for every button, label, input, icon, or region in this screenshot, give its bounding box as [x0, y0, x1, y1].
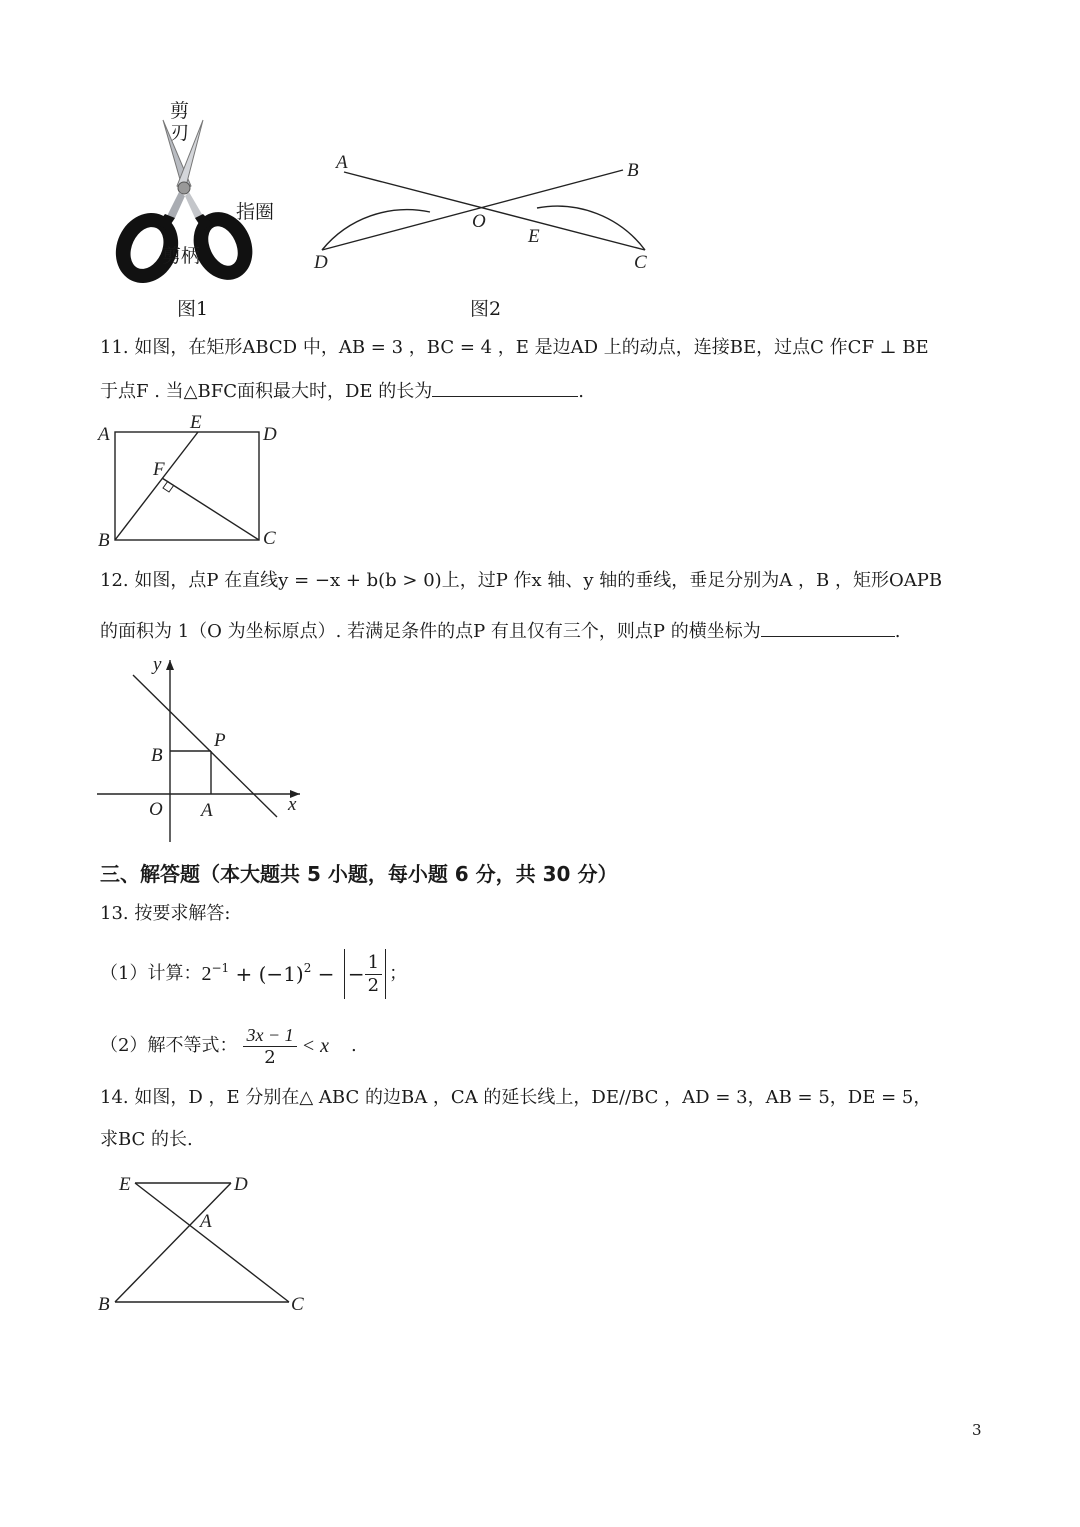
q11-line2-text: 于点F . 当△BFC面积最大时，DE 的长为	[100, 381, 433, 402]
q11-figure	[95, 410, 295, 550]
q14-segment-dab	[115, 1183, 231, 1302]
q11-line-be	[115, 432, 198, 540]
section3-heading: 三、解答题（本大题共 5 小题，每小题 6 分，共 30 分）	[100, 862, 618, 886]
q11-point-f: F	[153, 459, 165, 480]
q13-part1-numerator: 1	[365, 952, 382, 975]
q12-figure	[95, 650, 315, 845]
q14-line2: 求BC 的长.	[100, 1129, 193, 1150]
q12-line2-text: 的面积为 1（O 为坐标原点）. 若满足条件的点P 有且仅有三个，则点P 的横坐标为	[100, 621, 761, 642]
page-number: 3	[972, 1421, 982, 1439]
q13-part2-fraction	[243, 1024, 296, 1069]
q12-label-x: x	[288, 794, 297, 815]
q13-part1-exp-a: −1	[211, 961, 230, 975]
q13-part1-base: 2	[201, 963, 212, 985]
q12-point-b: B	[151, 745, 163, 766]
q14-segment-eac	[135, 1183, 289, 1302]
q11-rectangle	[115, 432, 259, 540]
q13-part2-denominator: 2	[264, 1046, 276, 1068]
q12-point-a: A	[201, 800, 213, 821]
q11-answer-blank[interactable]	[432, 378, 578, 397]
q11-point-d: D	[263, 424, 277, 445]
q14-point-b: B	[98, 1294, 110, 1315]
fig1-label-ring: 指圈	[236, 201, 275, 223]
q14-point-c: C	[291, 1294, 304, 1315]
q12-answer-blank[interactable]	[761, 618, 895, 637]
q13-part1-inner-minus: −	[347, 962, 365, 986]
q11-point-b: B	[98, 530, 110, 551]
q13-part2	[100, 1018, 357, 1074]
fig2-point-b: B	[627, 160, 639, 181]
q13-part2-rest: < x	[296, 1035, 329, 1057]
q13-part1-term-b: + (−1)	[229, 962, 304, 986]
fig2-point-d: D	[314, 252, 328, 273]
fig2-point-c: C	[634, 252, 647, 273]
q12-point-o: O	[149, 799, 163, 820]
q13-part1-fraction	[365, 952, 382, 997]
fig2-caption: 图2	[470, 298, 502, 320]
q12-label-y: y	[153, 654, 162, 675]
q13-intro: 13. 按要求解答:	[100, 903, 231, 924]
fig2-arc-right	[537, 206, 645, 250]
q14-point-e: E	[119, 1174, 131, 1195]
q11-point-c: C	[263, 528, 276, 549]
q11-line1: 11. 如图，在矩形ABCD 中，AB = 3 ，BC = 4 ，E 是边AD 上的动点，连接BE，过点C 作CF ⊥ BE	[100, 337, 929, 358]
fig2-point-a: A	[336, 152, 348, 173]
q13-part1-denominator: 2	[367, 974, 380, 996]
q13-part1-label: （1）计算：	[100, 963, 202, 984]
fig1-label-handle: 剪柄	[162, 245, 201, 267]
fig2-point-e: E	[528, 226, 540, 247]
q13-part1-end: ；	[389, 963, 408, 984]
q14-point-d: D	[234, 1174, 248, 1195]
q13-part1-exp-b: 2	[303, 961, 312, 975]
fig2-line-db	[322, 170, 623, 250]
fig2-point-o: O	[472, 211, 486, 232]
q13-part2-end: .	[350, 1035, 357, 1056]
q11-point-a: A	[98, 424, 110, 445]
q12-line2	[100, 618, 901, 644]
q14-point-a: A	[200, 1211, 212, 1232]
q12-line1: 12. 如图，点P 在直线y = −x + b(b > 0)上，过P 作x 轴、y 轴的垂线，垂足分别为A ，B ，矩形OAPB	[100, 570, 943, 591]
q13-part1-minus: −	[311, 962, 341, 986]
fig2-arc-left	[322, 210, 430, 250]
q13-abs-left-bar	[344, 949, 345, 999]
q12-y-arrow	[166, 660, 174, 670]
fig1-caption: 图1	[177, 298, 209, 320]
q12-end: .	[894, 621, 901, 642]
q13-abs-right-bar	[385, 949, 386, 999]
q11-line-cf	[162, 478, 259, 540]
q13-part2-label: （2）解不等式：	[100, 1035, 238, 1056]
q14-line1: 14. 如图，D ，E 分别在△ ABC 的边BA ，CA 的延长线上，DE//BC ，AD = 3，AB = 5，DE = 5，	[100, 1087, 932, 1108]
q12-point-p: P	[214, 730, 226, 751]
fig2-diagram	[300, 150, 670, 280]
q13-part1	[100, 946, 407, 1002]
q13-part2-numerator: 3x − 1	[243, 1024, 296, 1047]
q11-point-e: E	[190, 412, 202, 433]
fig1-label-blade: 剪刃	[170, 100, 190, 144]
q11-line2	[100, 378, 584, 404]
q11-end: .	[578, 381, 585, 402]
q14-figure	[95, 1168, 325, 1318]
